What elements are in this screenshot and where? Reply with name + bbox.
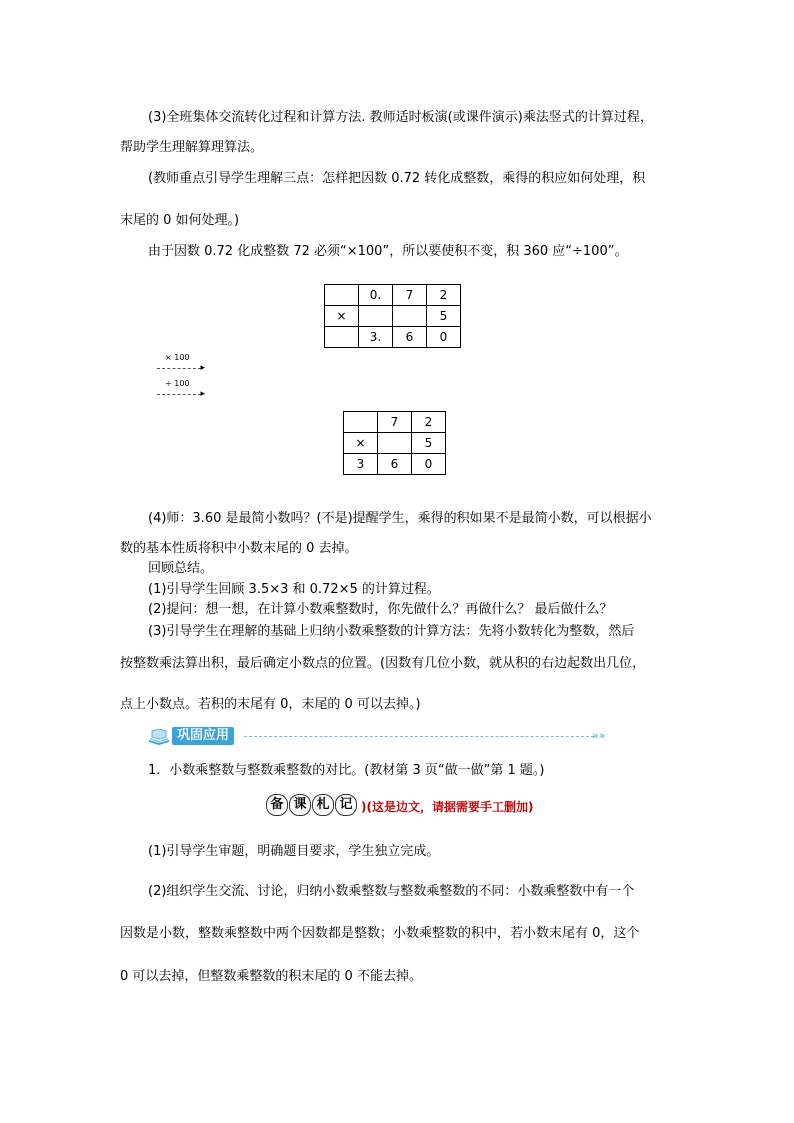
explanation-text: 由于因数 0.72 化成整数 72 必须“×100”，所以要使积不变，积 360 应“÷100”。 [148,244,628,259]
summary-item-3-line-3: 点上小数点。若积的末尾有 0，末尾的 0 可以去掉。) [120,697,421,712]
table-cell: 2 [412,412,446,433]
para-3-line-1: (3)全班集体交流转化过程和计算方法. 教师适时板演(或课件演示)乘法竖式的计算过程， [148,110,653,125]
teacher-note-line-1: (教师重点引导学生理解三点：怎样把因数 0.72 转化成整数，乘得的积应如何处理，积 [148,171,646,186]
table-cell [344,412,378,433]
table-cell [393,306,427,327]
table-cell: 0 [412,454,446,475]
table-cell: 6 [378,454,412,475]
table-row [325,306,461,327]
table-row [344,433,446,454]
table-cell: 5 [427,306,461,327]
table-row [344,412,446,433]
double-chevron-right-icon: »» [592,729,606,742]
table-cell: 3. [359,327,393,348]
para-4-line-2: 数的基本性质将积中小数末尾的 0 去掉。 [120,541,358,556]
para-4-line-1: (4)师：3.60 是最简小数吗？(不是)提醒学生，乘得的积如果不是最简小数，可以根据小 [148,511,652,526]
question-1: (1)引导学生审题，明确题目要求，学生独立完成。 [148,844,440,859]
section-header-practice [148,727,608,747]
times-100-label: × 100 [165,353,190,362]
question-2-line-1: (2)组织学生交流、讨论，归纳小数乘整数与整数乘整数的不同：小数乘整数中有一个 [148,884,635,899]
summary-item-2: (2)提问：想一想，在计算小数乘整数时，你先做什么？再做什么？ 最后做什么？ [148,602,613,617]
table-cell: 3 [344,454,378,475]
table-cell: 6 [393,327,427,348]
margin-note-text: )(这是边文，请据需要手工删加) [361,800,534,814]
lesson-notes-title [264,791,360,821]
table-row [344,454,446,475]
table-cell: 2 [427,285,461,306]
notes-char: 备 [266,794,288,816]
notes-char: 记 [335,794,357,816]
calc-table-decimal [324,284,461,348]
summary-item-3-line-1: (3)引导学生在理解的基础上归纳小数乘整数的计算方法：先将小数转化为整数，然后 [148,624,635,639]
table-cell [378,433,412,454]
arrow-right-icon: ▸ [200,363,205,373]
summary-item-1: (1)引导学生回顾 3.5×3 和 0.72×5 的计算过程。 [148,582,440,597]
teacher-note-line-2: 末尾的 0 如何处理。) [120,213,240,228]
table-cell: 7 [393,285,427,306]
divide-100-label: ÷ 100 [165,379,190,388]
table-cell [359,306,393,327]
dashed-line [157,368,201,369]
section-dashed-line [244,736,594,737]
table-row [325,327,461,348]
summary-item-3-line-2: 按整数乘法算出积，最后确定小数点的位置。(因数有几位小数，就从积的右边起数出几位， [120,656,646,671]
question-2-line-3: 0 可以去掉，但整数乘整数的积末尾的 0 不能去掉。 [120,969,422,984]
book-icon [148,729,170,745]
table-cell: 0 [427,327,461,348]
arrow-right-icon: ▸ [200,389,205,399]
question-2-line-2: 因数是小数，整数乘整数中两个因数都是整数；小数乘整数的积中，若小数末尾有 0，这个 [120,926,640,941]
section-label: 巩固应用 [172,727,234,745]
table-row [325,285,461,306]
calc-table-integer [343,411,446,475]
divide-100-arrow [157,379,205,400]
table-cell [325,327,359,348]
table-cell: × [325,306,359,327]
table-cell: 7 [378,412,412,433]
practice-item-1: 1．小数乘整数与整数乘整数的对比。(教材第 3 页“做一做”第 1 题。) [148,763,545,778]
table-cell: × [344,433,378,454]
summary-title: 回顾总结。 [148,561,214,576]
table-cell [325,285,359,306]
table-cell: 0. [359,285,393,306]
notes-char: 札 [312,794,334,816]
times-100-arrow [157,353,205,374]
para-3-line-2: 帮助学生理解算理算法。 [120,140,264,155]
notes-char: 课 [289,794,311,816]
table-cell: 5 [412,433,446,454]
dashed-line [157,394,201,395]
